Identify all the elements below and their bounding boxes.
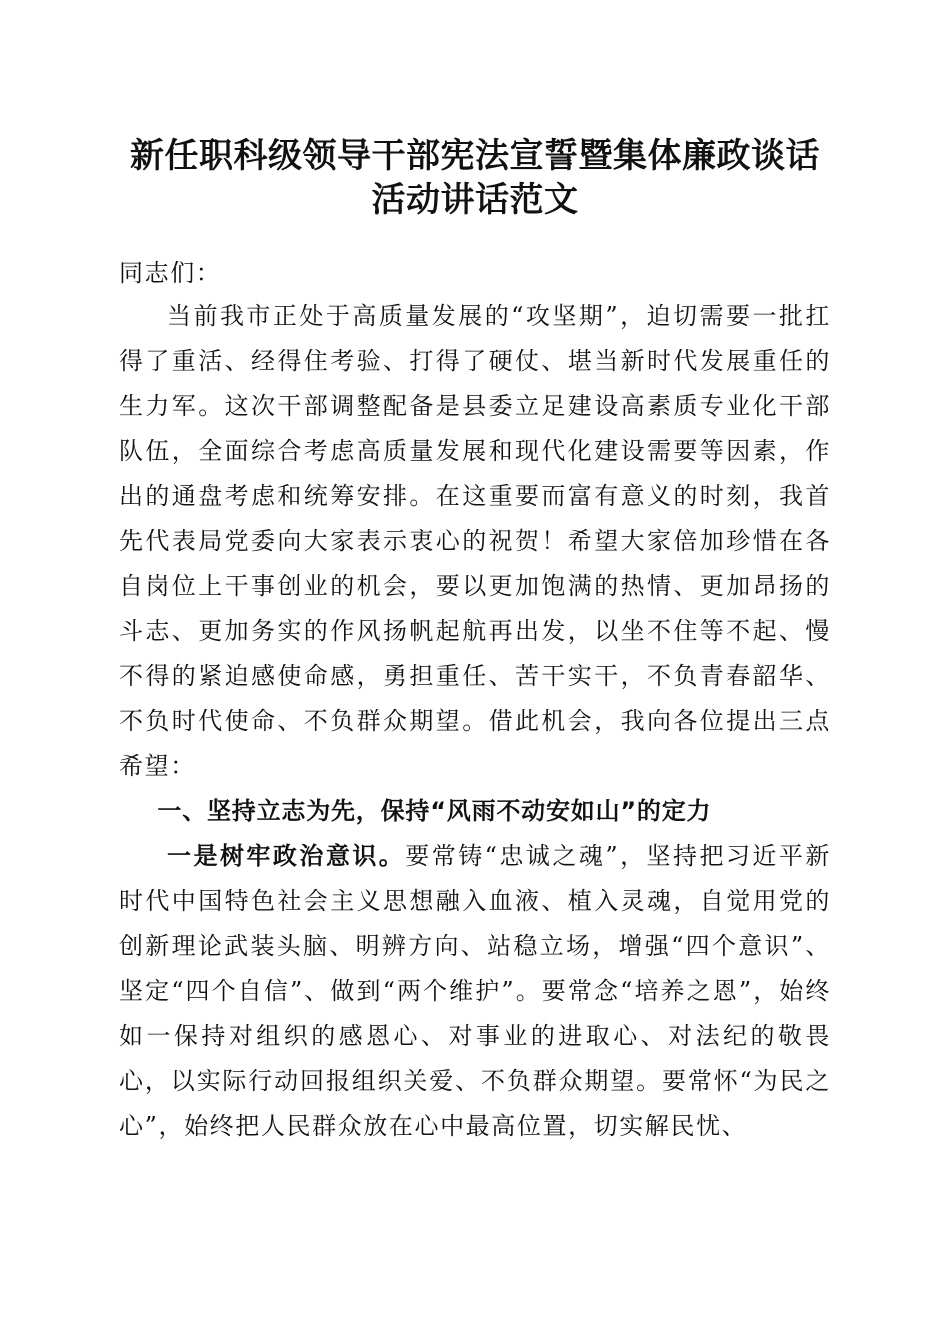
section-1-text: 要常铸“忠诚之魂”，坚持把习近平新时代中国特色社会主义思想融入血液、植入灵魂，自觉用党的创新理论武装头脑、明辨方向、站稳立场，增强“四个意识”、坚定“四个自信”、做到“两个维护”。要常念“培养之恩”，始终如一保持对组织的感恩心、对事业的进取心、对法纪的敬畏心，以实际行动回报组织关爱、不负群众期望。要常怀“为民之心”，始终把人民群众放在心中最高位置，切实解民忧、 bbox=[119, 842, 831, 1140]
title-line-1: 新任职科级领导干部宪法宣誓暨集体廉政谈话 bbox=[130, 136, 820, 176]
section-heading-1: 一、坚持立志为先，保持“风雨不动安如山”的定力 bbox=[157, 797, 712, 825]
document-body bbox=[119, 252, 831, 1149]
salutation: 同志们： bbox=[119, 259, 222, 287]
section-1-lead: 一是树牢政治意识。 bbox=[167, 842, 406, 870]
document-title bbox=[100, 134, 850, 222]
intro-paragraph: 当前我市正处于高质量发展的“攻坚期”，迫切需要一批扛得了重活、经得住考验、打得了硬仗、堪当新时代发展重任的生力军。这次干部调整配备是县委立足建设高素质专业化干部队伍，全面综合考虑高质量发展和现代化建设需要等因素，作出的通盘考虑和统筹安排。在这重要而富有意义的时刻，我首先代表局党委向大家表示衷心的祝贺！希望大家倍加珍惜在各自岗位上干事创业的机会，要以更加饱满的热情、更加昂扬的斗志、更加务实的作风扬帆起航再出发，以坐不住等不起、慢不得的紧迫感使命感，勇担重任、苦干实干，不负青春韶华、不负时代使命、不负群众期望。借此机会，我向各位提出三点希望： bbox=[119, 302, 831, 780]
section-1-paragraph bbox=[119, 834, 831, 1149]
title-line-2: 活动讲话范文 bbox=[371, 180, 579, 220]
